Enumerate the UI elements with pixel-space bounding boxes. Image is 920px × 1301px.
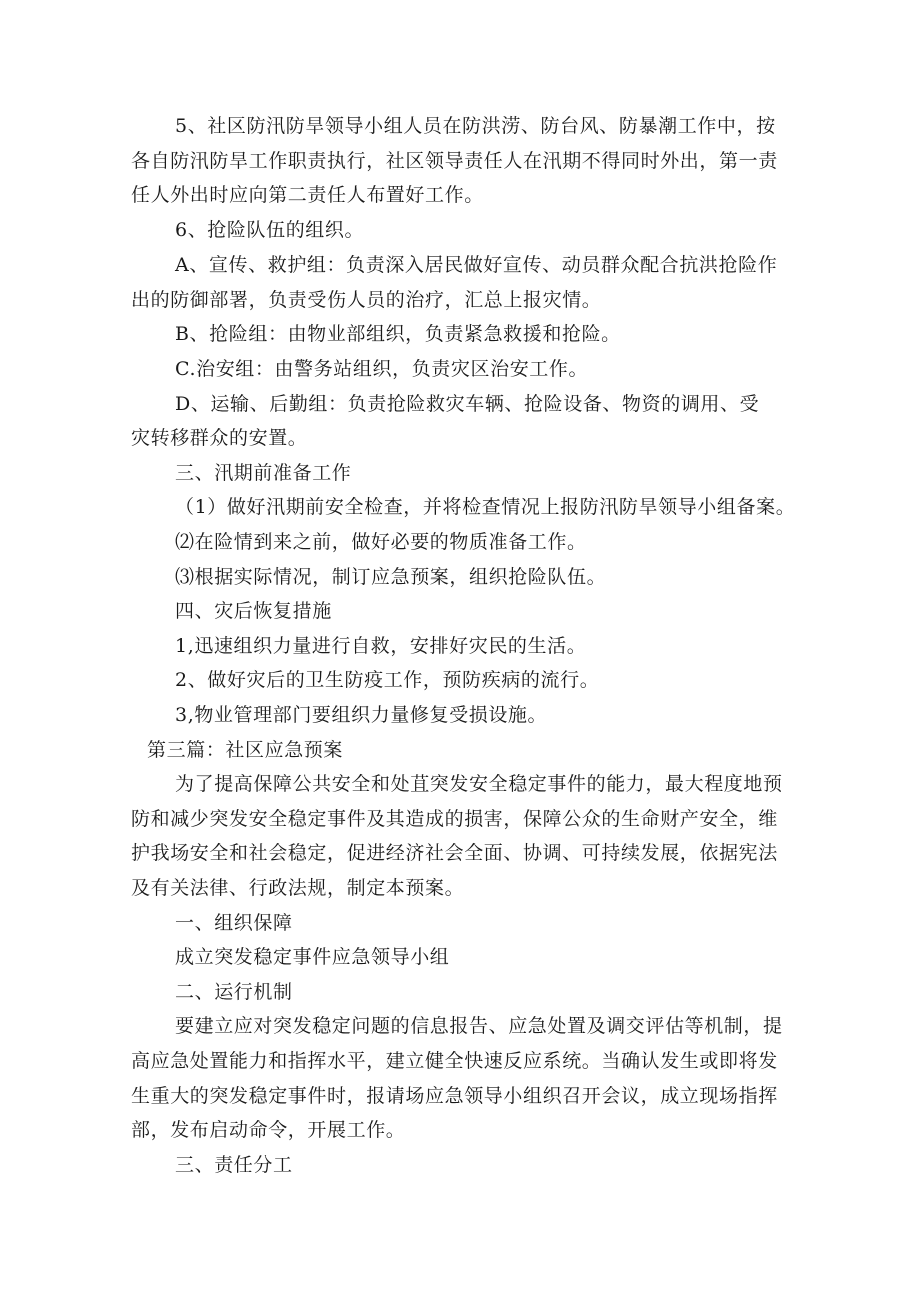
- paragraph-line: C.治安组：由警务站组织，负责灾区治安工作。: [175, 358, 589, 380]
- paragraph-line: 各自防汛防旱工作职责执行，社区领导责任人在汛期不得同时外出，第一责: [131, 150, 778, 172]
- paragraph-line: D、运输、后勤组：负责抢险救灾车辆、抢险设备、物资的调用、受: [175, 393, 760, 415]
- section-heading: 一、组织保障: [175, 912, 293, 934]
- paragraph-line: 为了提高保障公共安全和处苴突发安全稳定事件的能力，最大程度地预: [175, 773, 783, 795]
- paragraph-line: 1,迅速组织力量进行自救，安排好灾民的生活。: [175, 635, 587, 657]
- paragraph-line: 及有关法律、行政法规，制定本预案。: [131, 877, 465, 899]
- paragraph-line: 护我场安全和社会稳定，促进经济社会全面、协调、可持续发展，依据宪法: [131, 842, 778, 864]
- paragraph-line: 高应急处置能力和指挥水平，建立健全快速反应系统。当确认发生或即将发: [131, 1050, 778, 1072]
- section-heading: 三、汛期前准备工作: [175, 462, 352, 484]
- paragraph-line: 2、做好灾后的卫生防疫工作，预防疾病的流行。: [175, 669, 600, 691]
- paragraph-line: ⑶根据实际情况，制订应急预案，组织抢险队伍。: [175, 566, 607, 588]
- paragraph-line: A、宣传、救护组：负责深入居民做好宣传、动员群众配合抗洪抢险作: [175, 254, 778, 276]
- paragraph-line: （1）做好汛期前安全检查，并将检查情况上报防汛防旱领导小组备案。: [175, 496, 796, 518]
- paragraph-line: 要建立应对突发稳定问题的信息报告、应急处置及调交评估等机制，提: [175, 1015, 783, 1037]
- paragraph-line: 生重大的突发稳定事件时，报请场应急领导小组织召开会议，成立现场指挥: [131, 1085, 778, 1107]
- section-item: 6、抢险队伍的组织。: [175, 219, 365, 241]
- paragraph-line: 成立突发稳定事件应急领导小组: [175, 946, 450, 968]
- paragraph-line: 部，发布启动命令，开展工作。: [131, 1119, 406, 1141]
- paragraph-line: 3,物业管理部门要组织力量修复受损设施。: [175, 704, 548, 726]
- paragraph-line: 灾转移群众的安置。: [131, 427, 308, 449]
- section-heading: 三、责任分工: [175, 1154, 293, 1176]
- paragraph-line: 5、社区防汛防旱领导小组人员在防洪涝、防台风、防暴潮工作中，按: [175, 115, 776, 137]
- paragraph-line: 任人外出时应向第二责任人布置好工作。: [131, 184, 484, 206]
- paragraph-line: 出的防御部署，负责受伤人员的治疗，汇总上报灾情。: [131, 289, 602, 311]
- section-heading: 二、运行机制: [175, 981, 293, 1003]
- paragraph-line: ⑵在险情到来之前，做好必要的物质准备工作。: [175, 531, 587, 553]
- section-heading: 四、灾后恢复措施: [175, 600, 332, 622]
- paragraph-line: 防和减少突发安全稳定事件及其造成的损害，保障公众的生命财产安全，维: [131, 808, 778, 830]
- chapter-title: 第三篇：社区应急预案: [147, 739, 344, 761]
- paragraph-line: B、抢险组：由物业部组织，负责紧急救援和抢险。: [175, 323, 621, 345]
